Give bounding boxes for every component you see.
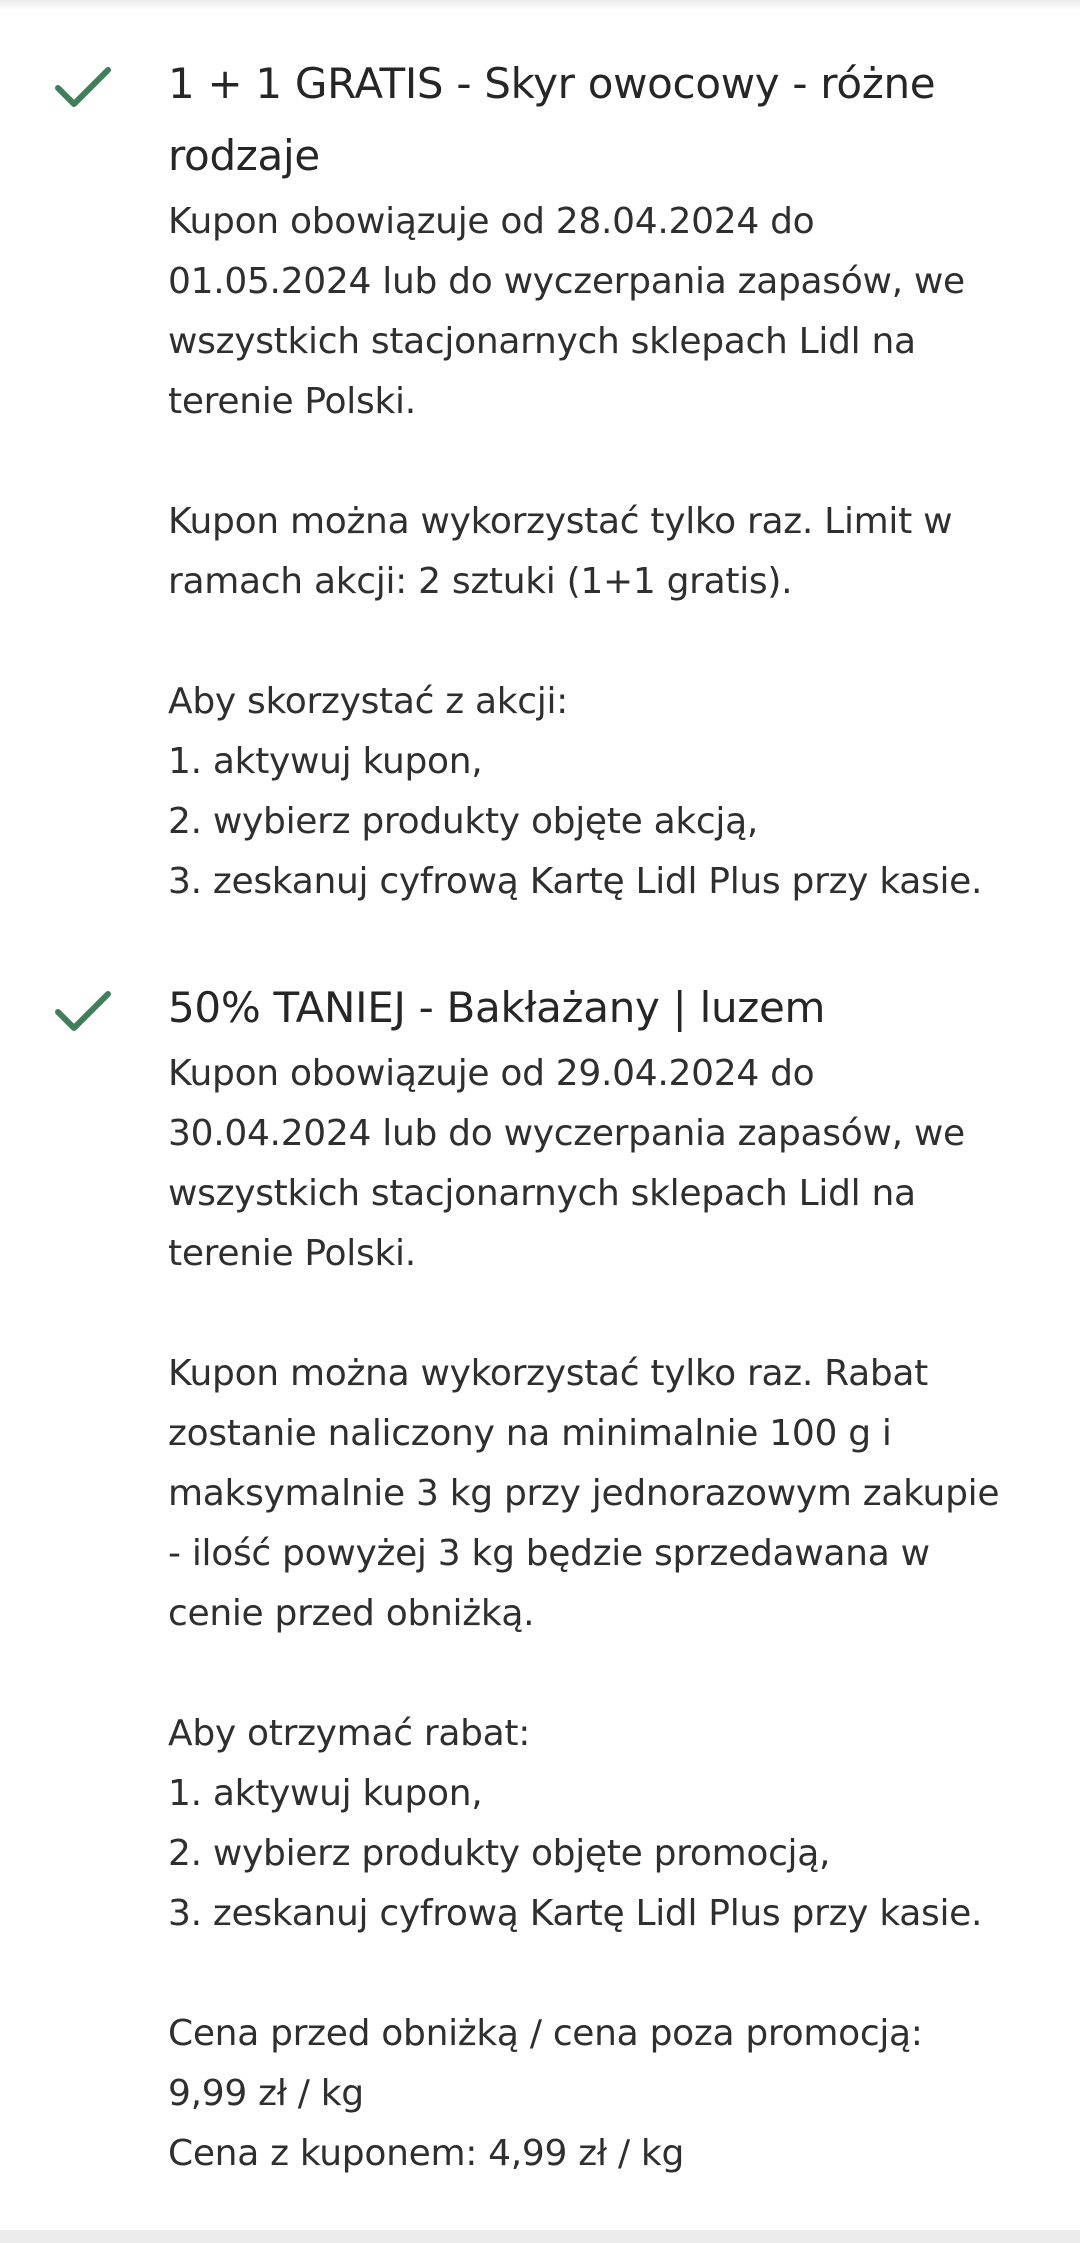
price-paragraph bbox=[168, 2004, 1048, 2184]
price-line: Cena przed obniżką / cena poza promocją: bbox=[168, 2013, 923, 2054]
limit-paragraph bbox=[168, 1344, 1048, 1644]
paragraph-gap bbox=[168, 1644, 1048, 1704]
validity-line: Kupon obowiązuje od 29.04.2024 do bbox=[168, 1053, 815, 1094]
paragraph-gap bbox=[168, 432, 1048, 492]
validity-line: 30.04.2024 lub do wyczerpania zapasów, we bbox=[168, 1113, 965, 1154]
check-icon bbox=[52, 56, 116, 120]
coupon-title bbox=[168, 972, 1048, 1044]
limit-paragraph bbox=[168, 492, 1048, 612]
limit-line: Kupon można wykorzystać tylko raz. Rabat bbox=[168, 1353, 928, 1394]
validity-line: terenie Polski. bbox=[168, 1233, 416, 1274]
paragraph-gap bbox=[168, 1284, 1048, 1344]
validity-line: terenie Polski. bbox=[168, 381, 416, 422]
steps-line: Aby skorzystać z akcji: bbox=[168, 681, 569, 722]
check-icon bbox=[52, 980, 116, 1044]
steps-line: Aby otrzymać rabat: bbox=[168, 1713, 531, 1754]
steps-line: 1. aktywuj kupon, bbox=[168, 741, 483, 782]
steps-line: 3. zeskanuj cyfrową Kartę Lidl Plus przy kasie. bbox=[168, 861, 983, 902]
validity-line: wszystkich stacjonarnych sklepach Lidl na bbox=[168, 321, 916, 362]
coupon-title-line: 50% TANIEJ - Bakłażany | luzem bbox=[168, 983, 826, 1032]
limit-line: cenie przed obniżką. bbox=[168, 1593, 535, 1634]
coupon-description bbox=[168, 192, 1048, 912]
coupon-title bbox=[168, 48, 1048, 192]
steps-paragraph bbox=[168, 672, 1048, 912]
steps-line: 2. wybierz produkty objęte akcją, bbox=[168, 801, 758, 842]
paragraph-gap bbox=[168, 1944, 1048, 2004]
limit-line: - ilość powyżej 3 kg będzie sprzedawana w bbox=[168, 1533, 930, 1574]
coupon-description bbox=[168, 1044, 1048, 2184]
coupon-title-line: 1 + 1 GRATIS - Skyr owocowy - różne bbox=[168, 59, 936, 108]
price-line: 9,99 zł / kg bbox=[168, 2073, 364, 2114]
steps-line: 2. wybierz produkty objęte promocją, bbox=[168, 1833, 831, 1874]
limit-line: Kupon można wykorzystać tylko raz. Limit w bbox=[168, 501, 953, 542]
top-shadow bbox=[0, 0, 1080, 10]
steps-paragraph bbox=[168, 1704, 1048, 1944]
validity-line: Kupon obowiązuje od 28.04.2024 do bbox=[168, 201, 815, 242]
coupon-title-line: rodzaje bbox=[168, 131, 320, 180]
validity-line: wszystkich stacjonarnych sklepach Lidl na bbox=[168, 1173, 916, 1214]
steps-line: 1. aktywuj kupon, bbox=[168, 1773, 483, 1814]
limit-line: ramach akcji: 2 sztuki (1+1 gratis). bbox=[168, 561, 793, 602]
limit-line: zostanie naliczony na minimalnie 100 g i bbox=[168, 1413, 892, 1454]
validity-line: 01.05.2024 lub do wyczerpania zapasów, we bbox=[168, 261, 965, 302]
validity-paragraph bbox=[168, 192, 1048, 432]
steps-line: 3. zeskanuj cyfrową Kartę Lidl Plus przy kasie. bbox=[168, 1893, 983, 1934]
price-line: Cena z kuponem: 4,99 zł / kg bbox=[168, 2133, 685, 2174]
paragraph-gap bbox=[168, 612, 1048, 672]
limit-line: maksymalnie 3 kg przy jednorazowym zakupie bbox=[168, 1473, 1000, 1514]
validity-paragraph bbox=[168, 1044, 1048, 1284]
bottom-edge bbox=[0, 2230, 1080, 2243]
